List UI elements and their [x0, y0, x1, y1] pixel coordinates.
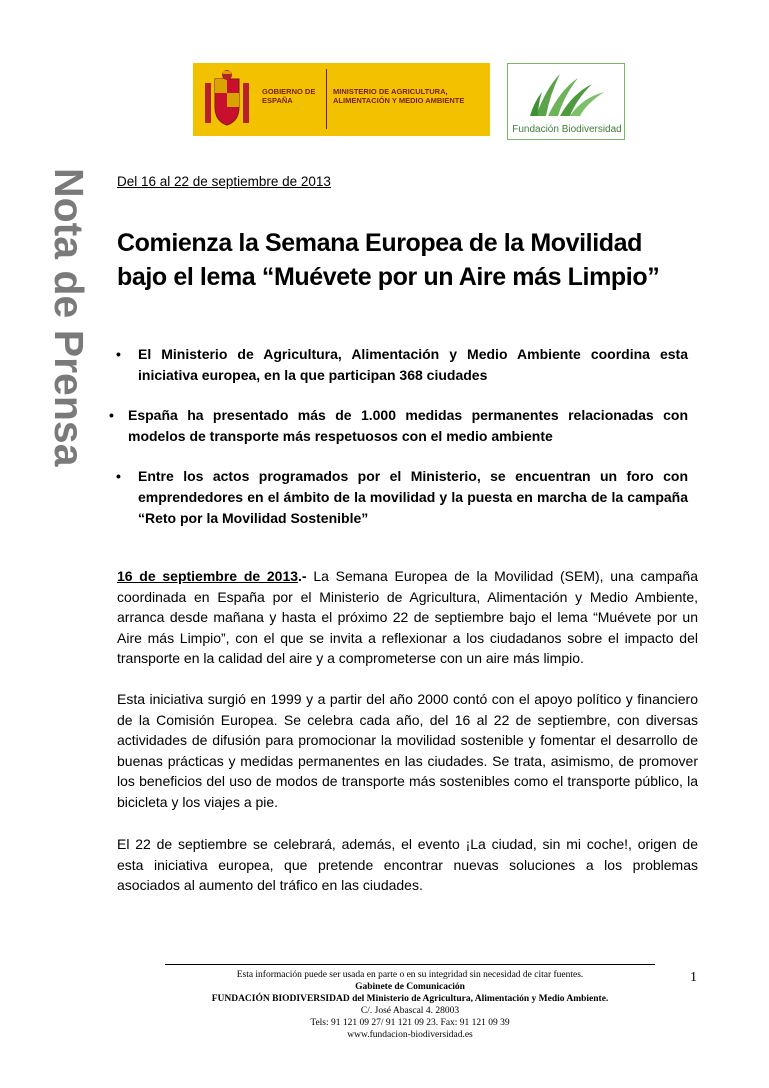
headline: Comienza la Semana Europea de la Movilidad bajo el lema “Muévete por un Aire más Limpio” [117, 229, 660, 291]
gobierno-logo [193, 63, 490, 136]
date-line: Del 16 al 22 de septiembre de 2013 [117, 174, 331, 189]
footer-address: C/. José Abascal 4. 28003 [360, 1006, 460, 1016]
fundacion-biodiversidad-logo [507, 63, 625, 140]
footer-department: Gabinete de Comunicación [355, 982, 465, 992]
bullet-item [110, 344, 688, 386]
footer-organization: FUNDACIÓN BIODIVERSIDAD del Ministerio de Agricultura, Alimentación y Medio Ambiente. [211, 994, 609, 1004]
ministerio-label: MINISTERIO DE AGRICULTURA, ALIMENTACIÓN Y MEDIO AMBIENTE [333, 87, 465, 105]
side-title: Nota de Prensa [46, 168, 92, 467]
footer-divider [165, 964, 655, 965]
bullet-item [104, 405, 688, 447]
summary-bullets [110, 344, 710, 548]
footer-website: www.fundacion-biodiversidad.es [347, 1030, 473, 1040]
bullet-icon: • [116, 468, 121, 484]
bullet-icon: • [116, 346, 121, 362]
paragraph-event: El 22 de septiembre se celebrará, además, el evento ¡La ciudad, sin mi coche!, origen de esta iniciativa europea, que pretende encontrar nuevas soluciones a los problemas asociados al aumento del tráfico en las ciudades. [117, 836, 698, 894]
bullet-text: El Ministerio de Agricultura, Alimentación y Medio Ambiente coordina esta iniciativa europea, en la que participan 368 ciudades [138, 346, 688, 383]
paragraph-date: 16 de septiembre de 2013 [117, 568, 299, 584]
logo-divider [326, 69, 327, 129]
footer-disclaimer: Esta información puede ser usada en parte o en su integridad sin necesidad de citar fuentes. [236, 970, 584, 980]
fundacion-name: Fundación Biodiversidad [512, 124, 622, 135]
paragraph-intro-text: La Semana Europea de la Movilidad (SEM), una campaña coordinada en España por el Ministerio de Agricultura, Alimentación y Medio Ambiente, arranca desde mañana y hasta el próximo 22 de septiembre bajo el lema “Muévete por un Aire más Limpio”, con el que se invita a reflexionar a los ciudadanos sobre el impacto del transporte en la calidad del aire y a comprometerse con un aire más limpio. [117, 568, 698, 667]
paragraph-history: Esta iniciativa surgió en 1999 y a partir del año 2000 contó con el apoyo político y financiero de la Comisión Europea. Se celebra cada año, del 16 al 22 de septiembre, con diversas actividades de difusión para promocionar la movilidad sostenible y fomentar el desarrollo de buenas prácticas y medidas permanentes en las ciudades. Se trata, asimismo, de promover los beneficios del uso de modos de transporte más sostenibles como el transporte público, la bicicleta y los viajes a pie. [117, 691, 698, 810]
grass-icon [526, 68, 606, 118]
page-number: 1 [690, 970, 697, 985]
footer [140, 969, 680, 1041]
bullet-item [110, 466, 688, 529]
bullet-text: España ha presentado más de 1.000 medidas permanentes relacionadas con modelos de transporte más respetuosos con el medio ambiente [128, 407, 688, 444]
paragraph-intro [117, 566, 698, 669]
bullet-text: Entre los actos programados por el Ministerio, se encuentran un foro con emprendedores en el ámbito de la movilidad y la puesta en marcha de la campaña “Reto por la Movilidad Sostenible” [138, 468, 688, 526]
gobierno-label: GOBIERNO DE ESPAÑA [262, 87, 316, 105]
bullet-icon: • [109, 407, 114, 423]
footer-phones: Tels: 91 121 09 27/ 91 121 09 23. Fax: 91 121 09 39 [310, 1018, 510, 1028]
paragraph-date-mark: .- [298, 568, 307, 584]
coat-of-arms-icon [203, 69, 251, 129]
